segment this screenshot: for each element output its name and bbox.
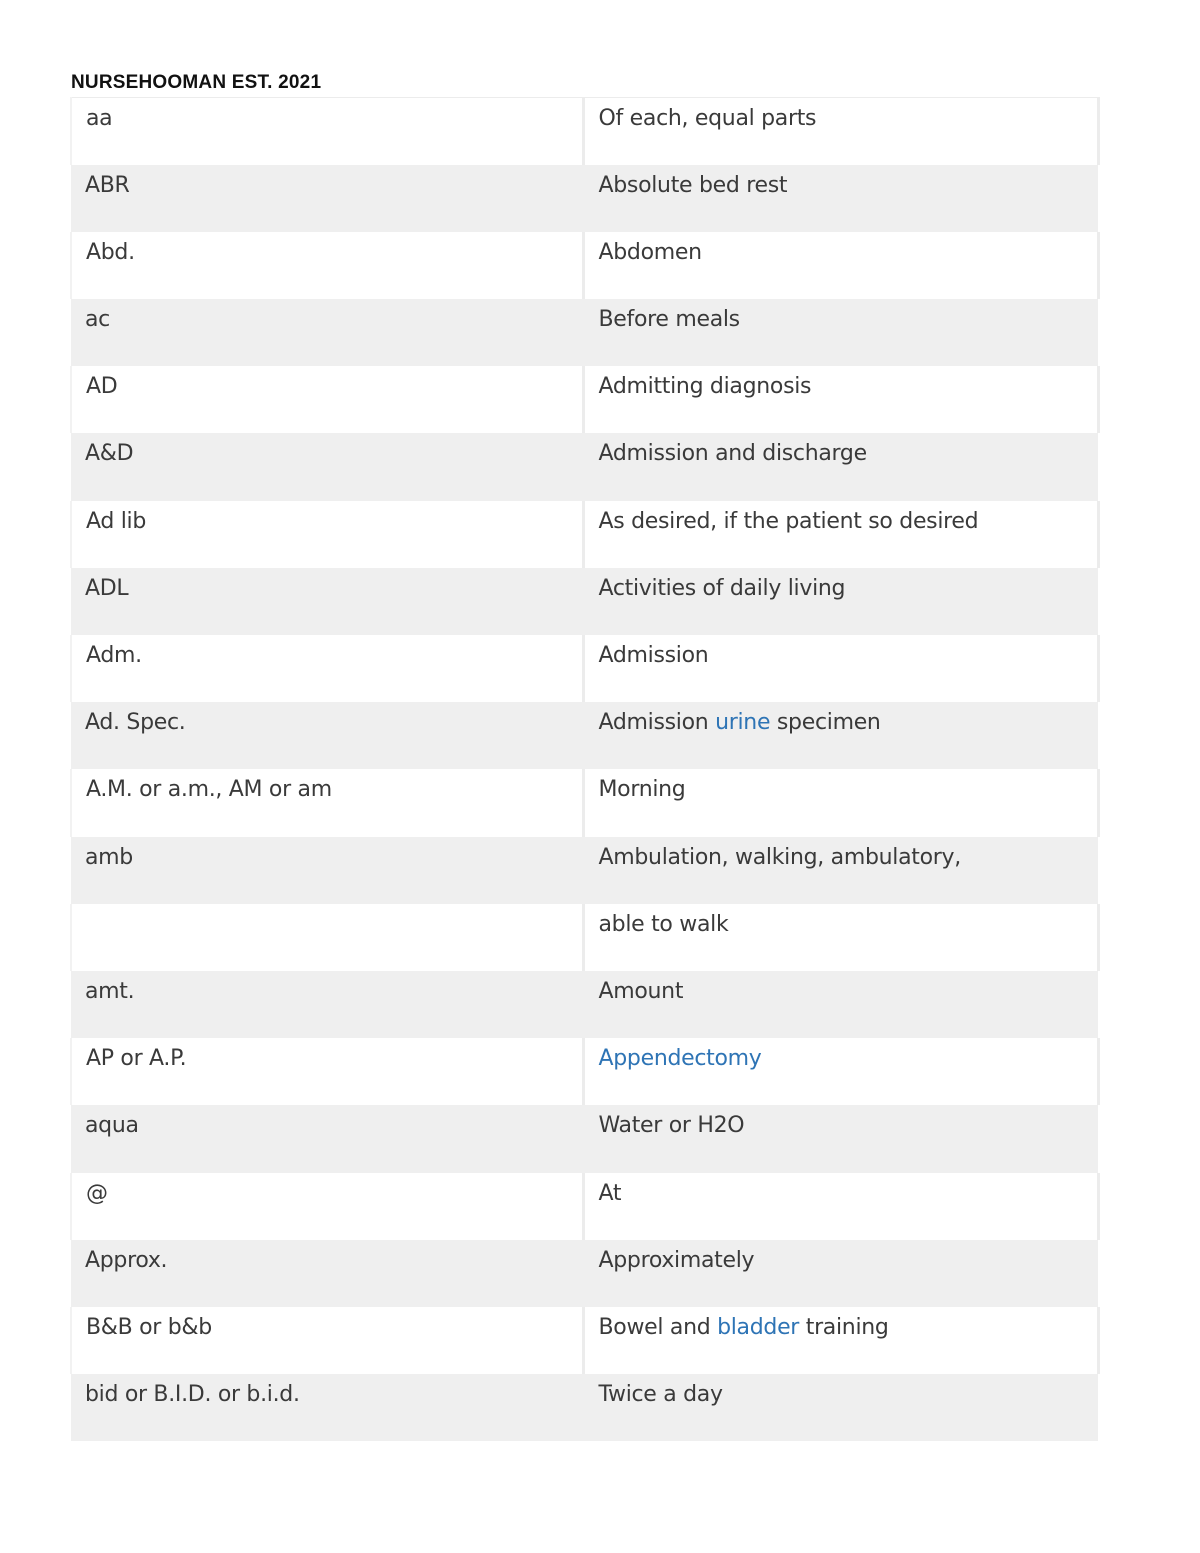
meaning-text: As desired, if the patient so desired [598,508,979,534]
meaning-cell [583,1240,1098,1307]
table-row [71,232,1098,299]
meaning-link[interactable]: bladder [717,1314,800,1340]
meaning-text: Morning [598,777,686,803]
abbreviation-cell [71,904,583,971]
meaning-text: Admitting diagnosis [598,374,812,400]
table-row [71,904,1098,971]
meaning-cell [583,769,1098,836]
table-row [71,299,1098,366]
meaning-cell [583,501,1098,568]
abbreviation-cell: aa [71,98,583,165]
meaning-cell [583,433,1098,500]
meaning-cell [583,635,1098,702]
meaning-cell [583,1374,1098,1441]
meaning-cell [583,1105,1098,1172]
meaning-cell [583,366,1098,433]
abbreviation-cell: ADL [71,568,583,635]
abbreviation-cell: Approx. [71,1240,583,1307]
meaning-text: Water or H2O [598,1113,745,1139]
meaning-cell [583,232,1098,299]
meaning-cell [583,1307,1098,1374]
abbreviation-cell: Adm. [71,635,583,702]
table-row [71,1240,1098,1307]
abbreviation-cell: AP or A.P. [71,1038,583,1105]
meaning-cell [583,299,1098,366]
abbreviation-cell: Abd. [71,232,583,299]
table-row [71,1105,1098,1172]
meaning-cell [583,1038,1098,1105]
meaning-cell [583,568,1098,635]
meaning-text: Admission and discharge [598,441,867,467]
abbreviation-cell: @ [71,1173,583,1240]
meaning-text: Abdomen [598,239,702,265]
meaning-text: Admission [598,643,709,668]
abbreviation-table-body [71,98,1098,1442]
table-row [71,702,1098,769]
meaning-cell [583,98,1098,165]
meaning-link[interactable]: urine [715,710,771,736]
meaning-cell [583,971,1098,1038]
abbreviation-cell: bid or B.I.D. or b.i.d. [71,1374,583,1441]
table-row [71,971,1098,1038]
table-row [71,635,1098,702]
abbreviation-cell: ABR [71,165,583,232]
abbreviation-cell: AD [71,366,583,433]
table-row [71,837,1098,904]
meaning-text: Absolute bed rest [598,172,788,198]
table-row [71,433,1098,500]
abbreviation-cell: A.M. or a.m., AM or am [71,769,583,836]
meaning-text: Ambulation, walking, ambulatory, [598,844,961,870]
abbreviation-table [70,97,1100,1441]
table-row [71,501,1098,568]
meaning-text: Before meals [598,307,740,333]
table-row [71,1307,1098,1374]
table-row [71,568,1098,635]
meaning-text: Of each, equal parts [598,106,817,131]
abbreviation-cell: amt. [71,971,583,1038]
document-header: NURSEHOOMAN EST. 2021 [71,72,322,93]
abbreviation-cell: B&B or b&b [71,1307,583,1374]
table-row [71,1173,1098,1240]
abbreviation-cell: A&D [71,433,583,500]
table-row [71,1374,1098,1441]
meaning-link[interactable]: Appendectomy [598,1046,762,1072]
meaning-text: Admission [598,710,716,736]
meaning-text: Twice a day [598,1382,723,1408]
meaning-cell [583,1173,1098,1240]
table-row [71,1038,1098,1105]
meaning-text: Bowel and [598,1314,718,1340]
meaning-text: At [598,1180,622,1206]
meaning-cell [583,904,1098,971]
meaning-text: training [799,1314,889,1340]
abbreviation-cell: amb [71,837,583,904]
meaning-cell [583,165,1098,232]
abbreviation-cell: Ad lib [71,501,583,568]
table-row [71,769,1098,836]
table-row [71,366,1098,433]
abbreviation-cell: ac [71,299,583,366]
abbreviation-cell: aqua [71,1105,583,1172]
meaning-text: Activities of daily living [598,575,846,601]
table-row [71,98,1098,165]
meaning-text: able to walk [598,911,729,937]
meaning-cell [583,837,1098,904]
meaning-text: Amount [598,978,684,1004]
abbreviation-cell: Ad. Spec. [71,702,583,769]
meaning-cell [583,702,1098,769]
meaning-text: specimen [770,710,881,736]
table-row [71,165,1098,232]
meaning-text: Approximately [598,1247,755,1273]
